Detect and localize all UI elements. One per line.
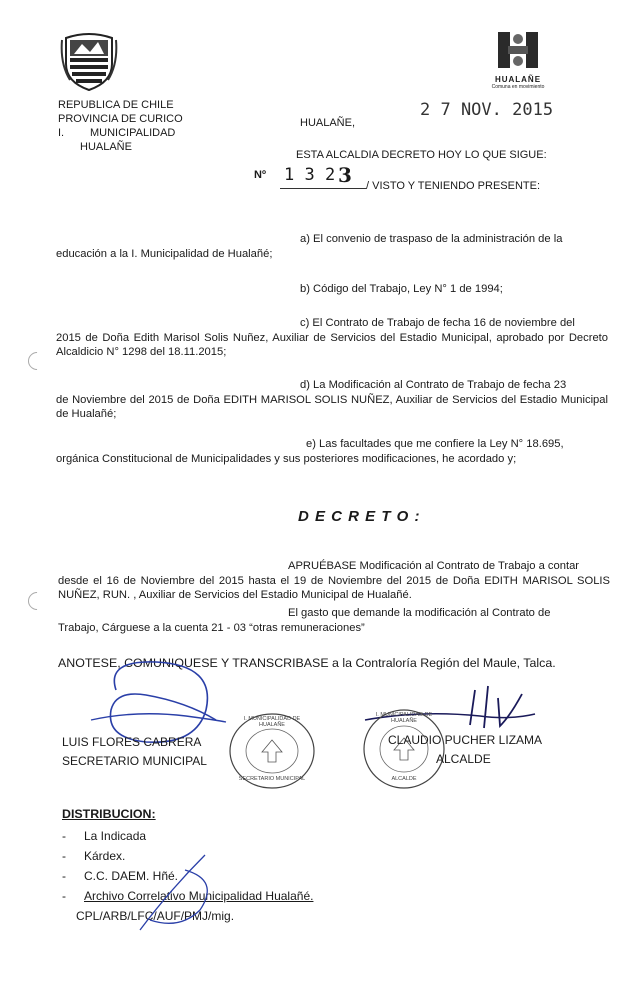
secretary-signature-block [62, 735, 207, 769]
consideration-b-first: b) Código del Trabajo, Ley N° 1 de 1994; [300, 283, 503, 295]
issuer-block [58, 98, 198, 154]
decree-intro: ESTA ALCALDIA DECRETO HOY LO QUE SIGUE: [296, 149, 547, 161]
muni-prefix: I. [58, 127, 65, 139]
consideration-c-rest: 2015 de Doña Edith Marisol Solis Nuñez, Auxiliar de Servicios del Estadio Municipal, aprobado por Decreto Alcaldicio N° 1298 del 18.11.2015; [56, 331, 608, 359]
distribution-item: - C.C. DAEM. Hñé. [62, 869, 179, 883]
consideration-c-first: c) El Contrato de Trabajo de fecha 16 de noviembre del [300, 317, 575, 329]
number-label: Nº [254, 169, 266, 181]
resolution-expense-first: El gasto que demande la modificación al Contrato de [288, 607, 551, 619]
distribution-title: DISTRIBUCION: [62, 807, 156, 821]
decree-number-row [254, 165, 634, 191]
distribution-item: - Kárdex. [62, 849, 126, 863]
resolution-approval [58, 559, 610, 603]
consideration-d-rest: de Noviembre del 2015 de Doña EDITH MARISOL SOLIS NUÑEZ, Auxiliar de Servicios del Estadio Municipal de Hualañé; [56, 393, 608, 421]
consideration-c [56, 316, 608, 360]
number-underline [280, 188, 366, 189]
seal-secretario-bottom: SECRETARIO MUNICIPAL [238, 776, 306, 782]
consideration-e [56, 437, 612, 466]
number-printed: 1 3 2 [284, 165, 336, 185]
distribution-item: - Archivo Correlativo Municipalidad Hualañé. [62, 889, 314, 903]
muni-word: MUNICIPALIDAD [90, 127, 176, 139]
resolution-approval-first: APRUÉBASE Modificación al Contrato de Trabajo a contar [288, 560, 580, 572]
consideration-d [56, 378, 608, 422]
mayor-signature-block [388, 733, 542, 767]
date-stamp: 2 7 NOV. 2015 [420, 100, 554, 120]
consideration-a-first: a) El convenio de traspaso de la administración de la [300, 233, 563, 245]
consideration-a-rest: educación a la I. Municipalidad de Hualañé; [56, 247, 273, 260]
hualane-logo-mark [488, 30, 548, 70]
resolution-expense-rest: Trabajo, Cárguese a la cuenta 21 - 03 “otras remuneraciones” [58, 621, 365, 634]
secretary-name: LUIS FLORES CABRERA [62, 735, 202, 749]
seal-alcalde-top: I. MUNICIPALIDAD DE HUALAÑE [375, 712, 433, 724]
consideration-d-first: d) La Modificación al Contrato de Trabajo de fecha 23 [300, 379, 567, 391]
distribution-item: - La Indicada [62, 829, 147, 843]
seal-alcalde-bottom: ALCALDE [391, 776, 417, 782]
visto-label: / VISTO Y TENIENDO PRESENTE: [366, 180, 541, 192]
seal-secretario-top: I. MUNICIPALIDAD DE HUALAÑE [243, 716, 301, 728]
logo-name: HUALAÑE [494, 75, 542, 84]
hualane-logo [488, 30, 548, 92]
number-handwritten: 3 [338, 163, 352, 187]
distribution-scribble [110, 850, 230, 940]
muni-name-line: HUALAÑE [80, 141, 132, 153]
punch-hole-bottom [24, 588, 49, 613]
muni-line [58, 126, 198, 140]
closing-line: ANOTESE, COMUNIQUESE Y TRANSCRIBASE a la Contraloría Región del Maule, Talca. [58, 656, 556, 670]
mayor-title: ALCALDE [436, 752, 491, 766]
country-line: REPUBLICA DE CHILE [58, 99, 174, 111]
distribution-initials: CPL/ARB/LFC/AUF/PMJ/mig. [76, 909, 235, 923]
consideration-e-first: e) Las facultades que me confiere la Ley N° 18.695, [306, 438, 564, 450]
logo-tagline: Comuna en movimiento [491, 84, 545, 90]
municipal-coat-of-arms [60, 30, 118, 92]
consideration-a [56, 232, 602, 261]
consideration-e-rest: orgánica Constitucional de Municipalidades y sus posteriores modificaciones, he acordado y; [56, 452, 517, 465]
seal-secretario [228, 712, 316, 790]
resolution-approval-rest: desde el 16 de Noviembre del 2015 hasta el 19 de Noviembre del 2015 de Doña EDITH MARISOL SOLIS NUÑEZ, RUN. , Auxiliar de Servicios del Estadio Municipal de Hualañé. [58, 574, 610, 602]
resolution-expense [58, 606, 610, 635]
decreto-title: D E C R E T O : [298, 508, 421, 525]
punch-hole-top [24, 348, 49, 373]
consideration-b [56, 282, 602, 297]
place-label: HUALAÑE, [300, 117, 356, 129]
province-line: PROVINCIA DE CURICO [58, 113, 183, 125]
secretary-title: SECRETARIO MUNICIPAL [62, 754, 207, 768]
mayor-name: CLAUDIO PUCHER LIZAMA [388, 733, 543, 747]
